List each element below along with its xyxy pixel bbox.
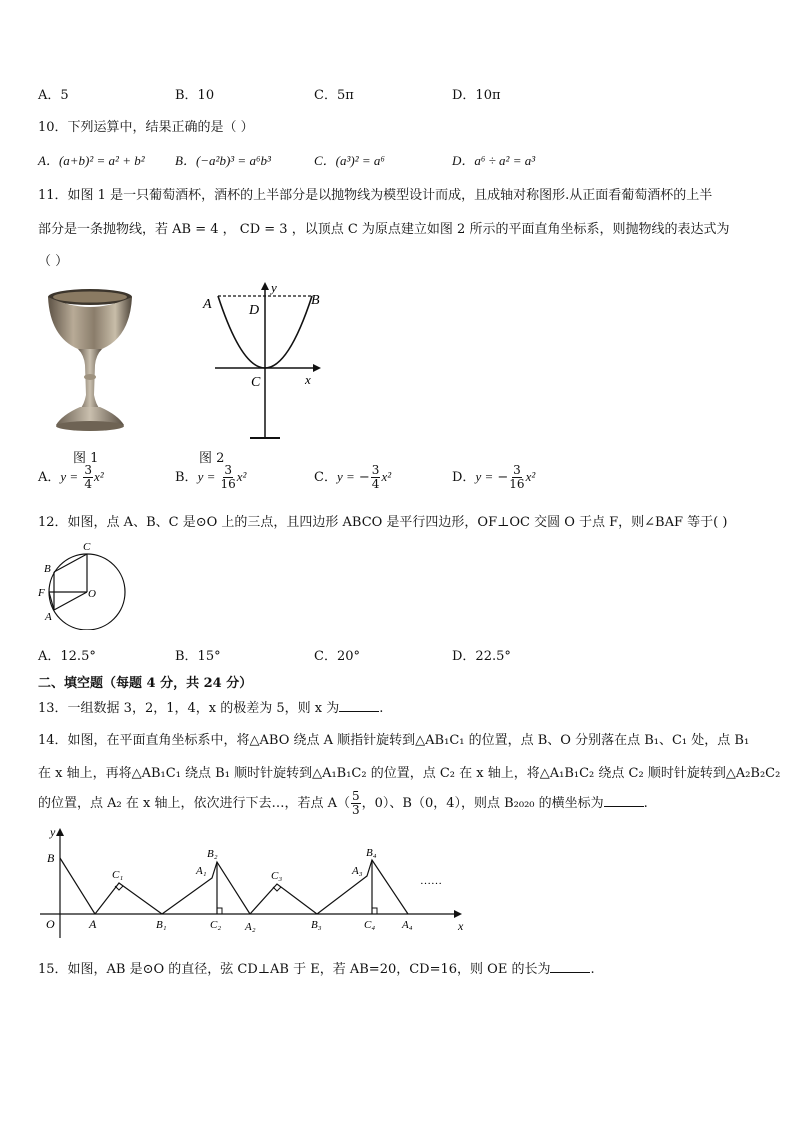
q11-stem-line1: 11．如图 1 是一只葡萄酒杯，酒杯的上半部分是以抛物线为模型设计而成，且成轴对称图形.从正面看葡萄酒杯的上半: [38, 188, 713, 203]
q14-label-x: x: [458, 919, 464, 933]
fig2-label-d: D: [249, 303, 260, 318]
fig2-caption: 图 2: [199, 451, 225, 466]
q12-option-b: B．15°: [175, 649, 221, 664]
q14-blank[interactable]: [604, 794, 644, 807]
q12-label-f: F: [38, 587, 45, 599]
q14-label-c4: C₄: [364, 919, 376, 931]
fig1-caption: 图 1: [73, 451, 99, 466]
q14-label-y: y: [50, 826, 56, 839]
fig2-label-y: y: [271, 280, 277, 295]
q11-option-a: A．y = $\frac{3}{4}$ x²: [38, 463, 104, 491]
q14-label-a1: A₁: [196, 865, 207, 877]
q14-label-c1: C₁: [112, 869, 124, 881]
section2-title: 二、填空题（每题 4 分，共 24 分）: [38, 676, 253, 691]
q9-option-c: C．5π: [314, 88, 354, 103]
q10-option-c: C．(a³)² = a⁶: [314, 153, 385, 168]
fig2-label-x: x: [305, 372, 311, 387]
q10-option-a: A．(a+b)² = a² + b²: [38, 153, 145, 168]
fig2-label-a: A: [203, 297, 212, 312]
q15: 15．如图，AB 是⊙O 的直径，弦 CD⊥AB 于 E，若 AB=20，CD=16，则 OE 的长为 .: [38, 962, 595, 977]
q12-label-o: O: [88, 588, 96, 600]
q14-label-b4: B₄: [366, 847, 377, 859]
q9-option-b: B．10: [175, 88, 215, 103]
q11-option-c: C．y = − $\frac{3}{4}$ x²: [314, 463, 392, 491]
q12-stem: 12．如图，点 A、B、C 是⊙O 上的三点，且四边形 ABCO 是平行四边形，OF⊥OC 交圆 O 于点 F，则∠BAF 等于( ): [38, 515, 728, 530]
q14-label-b2: B₂: [207, 848, 218, 860]
q14-label-c3: C₃: [271, 870, 283, 882]
fig2-label-b: B: [311, 293, 320, 308]
q14-label-b1: B₁: [156, 919, 167, 931]
q14-line2: 在 x 轴上，再将△AB₁C₁ 绕点 B₁ 顺时针旋转到△A₁B₁C₂ 的位置，点 C₂ 在 x 轴上，将△A₁B₁C₂ 绕点 C₂ 顺时针旋转到△A₂B₂C₂: [38, 766, 781, 781]
q9-option-d: D．10π: [452, 88, 501, 103]
q12-circle-figure: [35, 538, 135, 630]
q15-blank[interactable]: [550, 960, 590, 973]
fig2-label-c: C: [251, 375, 261, 390]
q10-option-b: B．(−a²b)³ = a⁶b³: [175, 153, 271, 168]
q10-option-d: D．a⁶ ÷ a² = a³: [452, 153, 536, 168]
q12-label-a: A: [45, 611, 52, 623]
q14-line3: 的位置，点 A₂ 在 x 轴上，依次进行下去…，若点 A（ $\frac{5}{3}$ ，0）、B（0，4），则点 B₂₀₂₀ 的横坐标为 .: [38, 789, 648, 817]
q12-option-d: D．22.5°: [452, 649, 511, 664]
q14-label-a4: A₄: [402, 919, 413, 931]
q14-rotation-figure: [40, 826, 470, 942]
q12-option-a: A．12.5°: [38, 649, 96, 664]
q12-option-c: C．20°: [314, 649, 360, 664]
q10-stem: 10．下列运算中，结果正确的是（ ）: [38, 120, 254, 135]
q14-label-b: B: [47, 851, 55, 865]
q14-label-a: A: [89, 917, 97, 931]
q14-label-dots: ……: [420, 875, 442, 887]
q14-label-a2: A₂: [245, 921, 256, 933]
q13: 13．一组数据 3，2，1，4，x 的极差为 5，则 x 为 .: [38, 701, 384, 716]
q11-stem-line2: 部分是一条抛物线，若 AB = 4 ， CD = 3 ，以顶点 C 为原点建立如图 2 所示的平面直角坐标系，则抛物线的表达式为: [38, 222, 730, 237]
q11-stem-line3: （ ）: [38, 254, 69, 269]
q12-label-c: C: [83, 541, 91, 553]
q11-option-b: B．y = $\frac{3}{16}$ x²: [175, 463, 247, 491]
q14-line1: 14．如图，在平面直角坐标系中，将△ABO 绕点 A 顺指针旋转到△AB₁C₁ 的位置，点 B、O 分别落在点 B₁、C₁ 处，点 B₁: [38, 733, 750, 748]
q14-label-b3: B₃: [311, 919, 322, 931]
q14-label-a3: A₃: [352, 865, 363, 877]
parabola-figure: [195, 280, 330, 445]
wine-glass-figure: [40, 285, 140, 440]
q13-blank[interactable]: [339, 699, 379, 712]
q14-label-c2: C₂: [210, 919, 222, 931]
q11-option-d: D．y = − $\frac{3}{16}$ x²: [452, 463, 536, 491]
q12-label-b: B: [44, 563, 51, 575]
q9-option-a: A．5: [38, 88, 69, 103]
q14-label-o: O: [46, 917, 55, 931]
